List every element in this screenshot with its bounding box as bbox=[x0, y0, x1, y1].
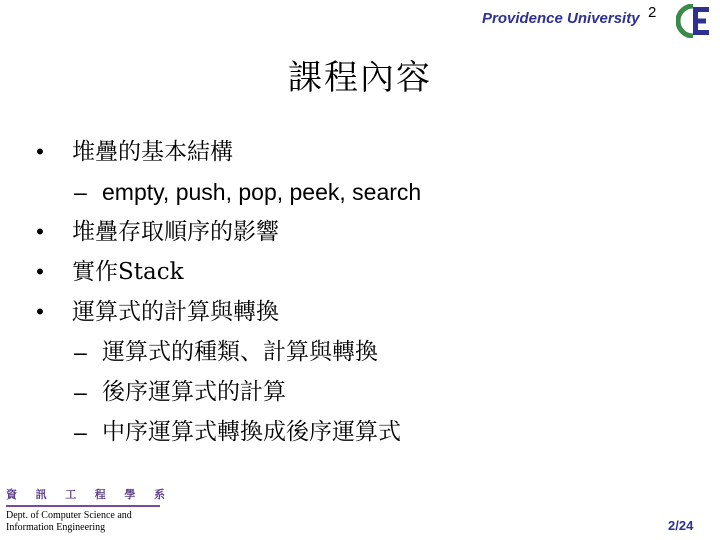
bullet-marker: • bbox=[36, 299, 44, 324]
bullet-text: 堆疊的基本結構 bbox=[72, 139, 233, 165]
footer-department-en bbox=[6, 510, 132, 534]
dept-char: 學 bbox=[124, 488, 137, 501]
bullet-text: 運算式的計算與轉換 bbox=[72, 299, 279, 325]
sub-bullet-item bbox=[30, 332, 690, 372]
bullet-item bbox=[30, 212, 690, 252]
page-number: 2 bbox=[648, 4, 657, 21]
sub-bullet-item bbox=[30, 372, 690, 412]
sub-bullet-item bbox=[30, 172, 690, 212]
bullet-item bbox=[30, 252, 690, 292]
university-name: Providence University bbox=[482, 10, 640, 27]
page-indicator: 2/24 bbox=[668, 518, 694, 533]
dash-marker: – bbox=[74, 379, 87, 405]
bullet-marker: • bbox=[36, 219, 44, 244]
dash-marker: – bbox=[74, 179, 87, 205]
bullet-marker: • bbox=[36, 259, 44, 284]
dept-char: 系 bbox=[153, 488, 166, 501]
bullet-text: 堆疊存取順序的影響 bbox=[72, 219, 279, 245]
footer-department-zh bbox=[6, 486, 166, 502]
dept-char: 資 bbox=[6, 488, 18, 501]
sub-bullet-text: 運算式的種類、計算與轉換 bbox=[102, 339, 378, 365]
bullet-item bbox=[30, 292, 690, 332]
dept-char: 訊 bbox=[35, 488, 48, 501]
dept-char: 程 bbox=[94, 488, 107, 501]
bullet-list bbox=[30, 132, 690, 452]
university-logo-icon bbox=[676, 4, 714, 38]
bullet-text: 實作Stack bbox=[72, 259, 184, 285]
sub-bullet-text: 中序運算式轉換成後序運算式 bbox=[102, 419, 401, 445]
slide-title: 課程內容 bbox=[288, 58, 432, 98]
dept-char: 工 bbox=[65, 488, 78, 501]
dept-en-line: Dept. of Computer Science and bbox=[6, 510, 132, 521]
footer-divider bbox=[6, 505, 160, 507]
bullet-item bbox=[30, 132, 690, 172]
sub-bullet-text: 後序運算式的計算 bbox=[102, 379, 286, 405]
sub-bullet-text: empty, push, pop, peek, search bbox=[102, 179, 422, 205]
bullet-marker: • bbox=[36, 139, 44, 164]
dash-marker: – bbox=[74, 339, 87, 365]
sub-bullet-item bbox=[30, 412, 690, 452]
dash-marker: – bbox=[74, 419, 87, 445]
dept-en-line: Information Engineering bbox=[6, 522, 106, 533]
